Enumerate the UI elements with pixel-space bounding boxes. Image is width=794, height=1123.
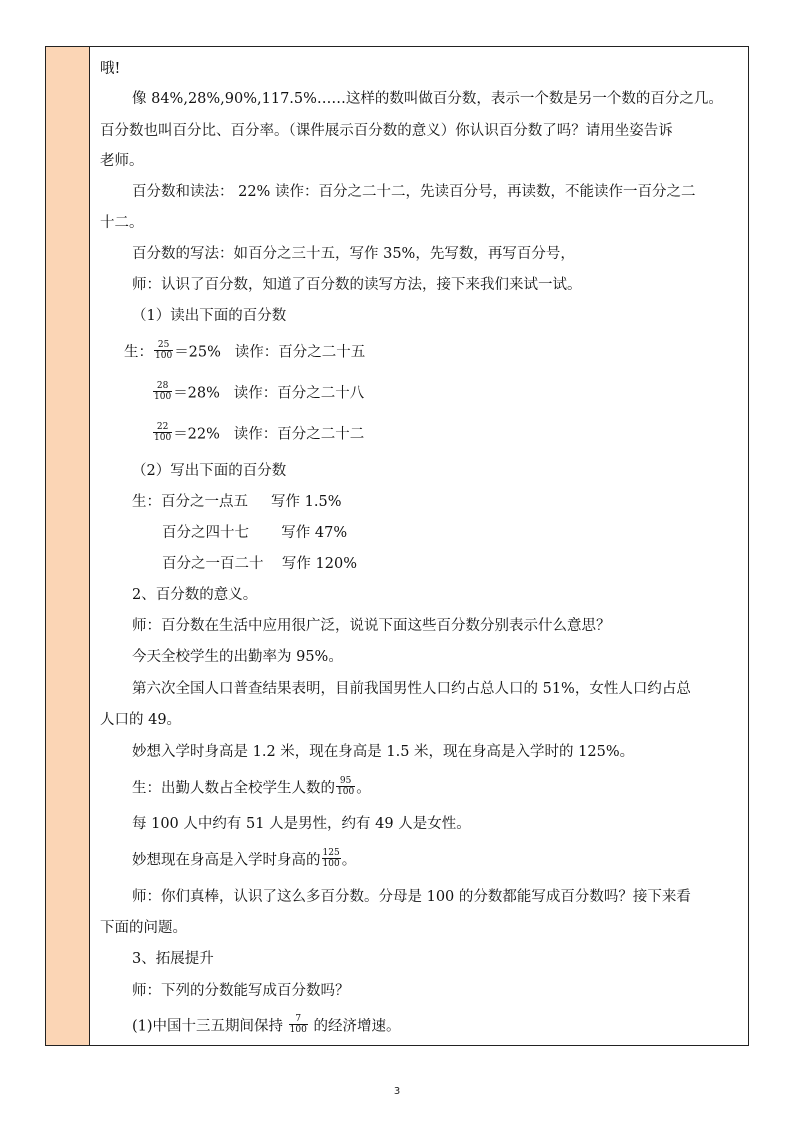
text-line: 2、百分数的意义。	[132, 587, 258, 603]
fraction	[153, 422, 172, 443]
line-prefix: 生：出勤人数占全校学生人数的	[132, 780, 335, 797]
fraction-line	[132, 778, 371, 799]
fraction	[322, 848, 341, 869]
lesson-table	[45, 46, 749, 1046]
fraction	[154, 340, 173, 361]
fraction-denominator: 100	[154, 433, 172, 443]
fraction-denominator: 100	[322, 859, 340, 869]
fraction	[289, 1014, 308, 1035]
fraction-line	[152, 424, 364, 445]
fraction	[153, 381, 172, 402]
text-line: 百分数也叫百分比、百分率。（课件展示百分数的意义）你认识百分数了吗？请用坐姿告诉	[100, 123, 673, 139]
text-line: （1）读出下面的百分数	[132, 308, 287, 324]
text-line: 百分数和读法： 22% 读作：百分之二十二，先读百分号，再读数，不能读作一百分之二	[132, 184, 696, 200]
fraction-numerator: 28	[153, 381, 172, 392]
text-line: 师：你们真棒，认识了这么多百分数。分母是 100 的分数都能写成百分数吗？接下来看	[132, 889, 691, 905]
text-line: 下面的问题。	[100, 920, 187, 936]
line-rest: ＝28% 读作：百分之二十八	[173, 385, 365, 402]
text-line: 十二。	[100, 215, 144, 231]
text-line: 百分之一百二十 写作 120%	[162, 556, 357, 572]
text-line: 百分之四十七 写作 47%	[162, 525, 348, 541]
fraction-numerator: 25	[154, 340, 173, 351]
fraction-numerator: 7	[289, 1014, 308, 1025]
line-rest: 。	[356, 780, 371, 797]
fraction-numerator: 125	[322, 848, 340, 858]
fraction-numerator: 22	[153, 422, 172, 433]
text-line: 师：百分数在生活中应用很广泛，说说下面这些百分数分别表示什么意思？	[132, 618, 611, 634]
text-line: 像 84%,28%,90%,117.5%……这样的数叫做百分数，表示一个数是另一个数的百分之几。	[132, 91, 723, 107]
text-line: 3、拓展提升	[132, 951, 214, 967]
line-rest: 的经济增速。	[308, 1018, 401, 1035]
fraction-line	[152, 383, 364, 404]
line-rest: ＝25% 读作：百分之二十五	[174, 344, 366, 361]
line-prefix: (1)中国十三五期间保持	[132, 1018, 288, 1035]
text-line: （2）写出下面的百分数	[132, 463, 287, 479]
line-rest: 。	[341, 852, 357, 869]
text-line: 生：百分之一点五 写作 1.5%	[132, 494, 342, 510]
fraction-line	[124, 342, 365, 363]
line-prefix: 生：	[124, 344, 153, 361]
text-line: 妙想入学时身高是 1.2 米，现在身高是 1.5 米，现在身高是入学时的 125%。	[132, 744, 635, 760]
text-line: 老师。	[100, 153, 144, 169]
text-line: 师：认识了百分数，知道了百分数的读写方法，接下来我们来试一试。	[132, 277, 582, 293]
content-cell	[90, 47, 748, 1045]
fraction-denominator: 100	[154, 392, 172, 402]
page-number: 3	[393, 1086, 401, 1097]
fraction-line	[132, 850, 356, 871]
text-line: 师：下列的分数能写成百分数吗？	[132, 983, 350, 999]
text-line: 第六次全国人口普查结果表明，目前我国男性人口约占总人口的 51%，女性人口约占总	[132, 681, 691, 697]
fraction-denominator: 100	[289, 1025, 307, 1035]
side-cell	[46, 47, 90, 1045]
fraction-numerator: 95	[336, 776, 355, 787]
fraction-line	[132, 1016, 400, 1037]
text-line: 哦!	[100, 61, 121, 77]
line-prefix: 妙想现在身高是入学时身高的	[132, 852, 321, 869]
fraction	[336, 776, 355, 797]
text-line: 人口的 49。	[100, 712, 182, 728]
line-rest: ＝22% 读作：百分之二十二	[173, 426, 365, 443]
text-line: 今天全校学生的出勤率为 95%。	[132, 649, 343, 665]
text-line: 每 100 人中约有 51 人是男性，约有 49 人是女性。	[132, 816, 471, 832]
text-line: 百分数的写法：如百分之三十五，写作 35%，先写数，再写百分号，	[132, 246, 575, 262]
fraction-denominator: 100	[155, 351, 173, 361]
fraction-denominator: 100	[337, 787, 355, 797]
